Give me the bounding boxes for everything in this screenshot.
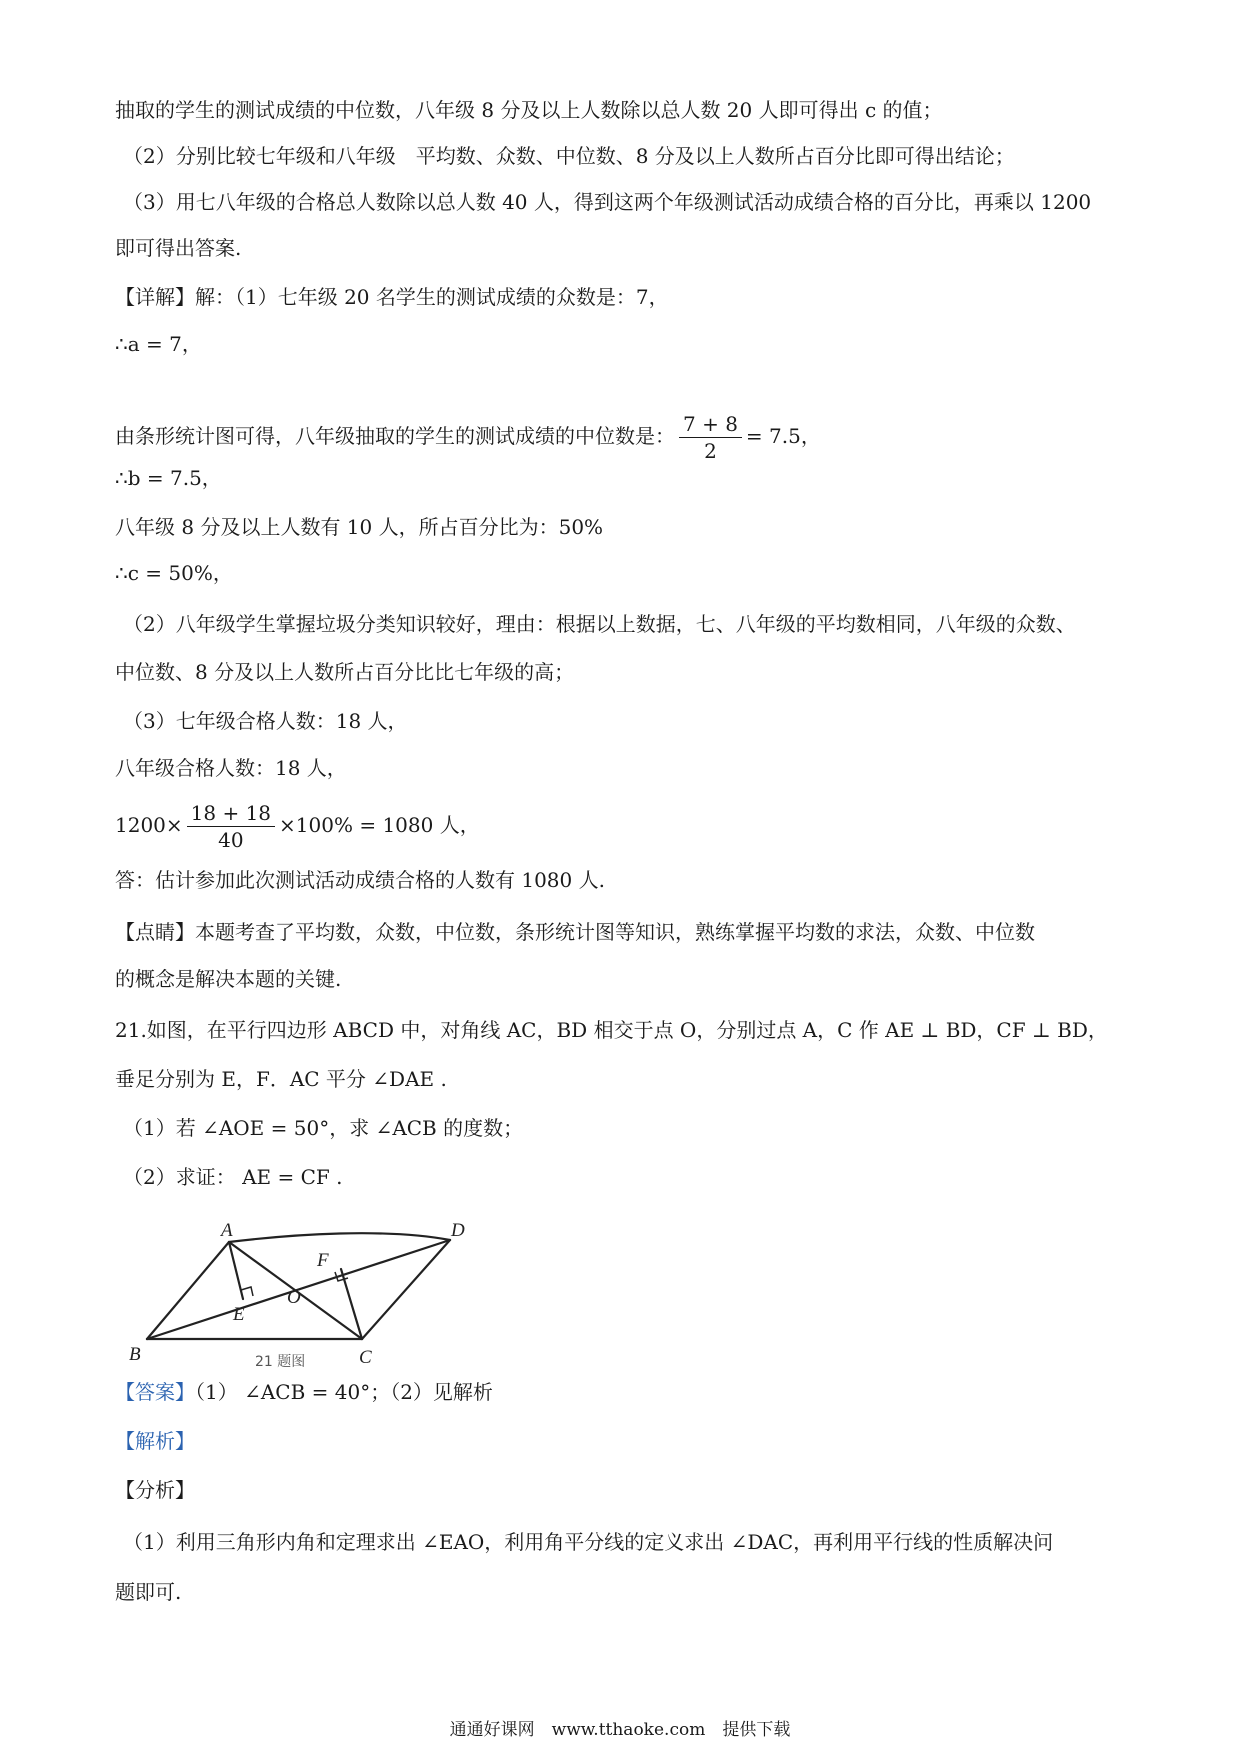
calc-head: 1200×	[115, 813, 183, 837]
text-line: 中位数、8 分及以上人数所占百分比比七年级的高；	[115, 660, 575, 684]
calculation-line	[115, 795, 480, 855]
median-fraction	[679, 411, 742, 464]
detail-heading-line: 【详解】解：（1）七年级 20 名学生的测试成绩的众数是：7，	[115, 285, 669, 309]
side-ad	[229, 1233, 450, 1242]
text-line: ∴a = 7，	[115, 332, 202, 356]
text-line: （3）用七八年级的合格总人数除以总人数 40 人，得到这两个年级测试活动成绩合格的百分比，再乘以 1200	[123, 190, 1092, 214]
parallelogram-figure	[125, 1208, 485, 1368]
text-line: （2）分别比较七年级和八年级 平均数、众数、中位数、8 分及以上人数所占百分比即可得出结论；	[123, 144, 1015, 168]
fraction-denominator: 2	[704, 439, 717, 463]
text-line: 【点睛】本题考查了平均数，众数，中位数，条形统计图等知识，熟练掌握平均数的求法，众数、中位数	[115, 920, 1035, 944]
figure-caption: 21 题图	[255, 1354, 306, 1368]
calc-fraction	[187, 800, 275, 853]
text-line: 答：估计参加此次测试活动成绩合格的人数有 1080 人.	[115, 868, 605, 892]
text-line: （2）八年级学生掌握垃圾分类知识较好，理由：根据以上数据，七、八年级的平均数相同，八年级的众数、	[123, 612, 1076, 636]
text-line: ∴c = 50%，	[115, 561, 233, 585]
problem-statement: 垂足分别为 E，F．AC 平分 ∠DAE .	[115, 1067, 447, 1091]
answer-label: 【答案】	[115, 1380, 195, 1404]
label-c: C	[359, 1347, 372, 1368]
fenxi-label: 【分析】	[115, 1478, 195, 1502]
text-line: 题即可.	[115, 1580, 182, 1604]
label-b: B	[129, 1344, 141, 1365]
answer-line	[115, 1378, 493, 1406]
label-f: F	[317, 1250, 329, 1271]
text-line: （3）七年级合格人数：18 人，	[123, 709, 408, 733]
label-e: E	[233, 1304, 245, 1325]
median-line	[115, 406, 821, 466]
answer-text: （1） ∠ACB = 40°；（2）见解析	[195, 1380, 493, 1404]
text-line: 抽取的学生的测试成绩的中位数，八年级 8 分及以上人数除以总人数 20 人即可得出 c 的值；	[115, 98, 943, 122]
fraction-denominator: 40	[218, 828, 244, 852]
median-result: = 7.5，	[745, 424, 821, 448]
calc-tail: ×100% = 1080 人，	[279, 813, 480, 837]
analysis-label: 【解析】	[115, 1429, 195, 1453]
text-line: （1）利用三角形内角和定理求出 ∠EAO，利用角平分线的定义求出 ∠DAC，再利用平行线的性质解决问	[123, 1530, 1054, 1554]
text-line: ∴b = 7.5，	[115, 466, 222, 490]
label-d: D	[451, 1220, 465, 1241]
text-line: 八年级 8 分及以上人数有 10 人，所占百分比为：50%	[115, 515, 604, 539]
fraction-numerator: 18 + 18	[187, 800, 275, 827]
label-a: A	[221, 1220, 233, 1241]
problem-part-1: （1）若 ∠AOE = 50°，求 ∠ACB 的度数；	[123, 1116, 524, 1140]
page-footer: 通通好课网 www.tthaoke.com 提供下载	[449, 1720, 791, 1740]
fraction-numerator: 7 + 8	[679, 411, 742, 438]
text-line: 即可得出答案.	[115, 236, 242, 260]
label-o: O	[287, 1287, 301, 1308]
median-text: 由条形统计图可得，八年级抽取的学生的测试成绩的中位数是：	[115, 424, 675, 448]
problem-statement: 21.如图，在平行四边形 ABCD 中，对角线 AC，BD 相交于点 O，分别过点 A，C 作 AE ⊥ BD，CF ⊥ BD，	[115, 1018, 1108, 1042]
text-line: 的概念是解决本题的关键.	[115, 967, 342, 991]
problem-part-2: （2）求证： AE = CF .	[123, 1165, 343, 1189]
text-line: 八年级合格人数：18 人，	[115, 756, 347, 780]
